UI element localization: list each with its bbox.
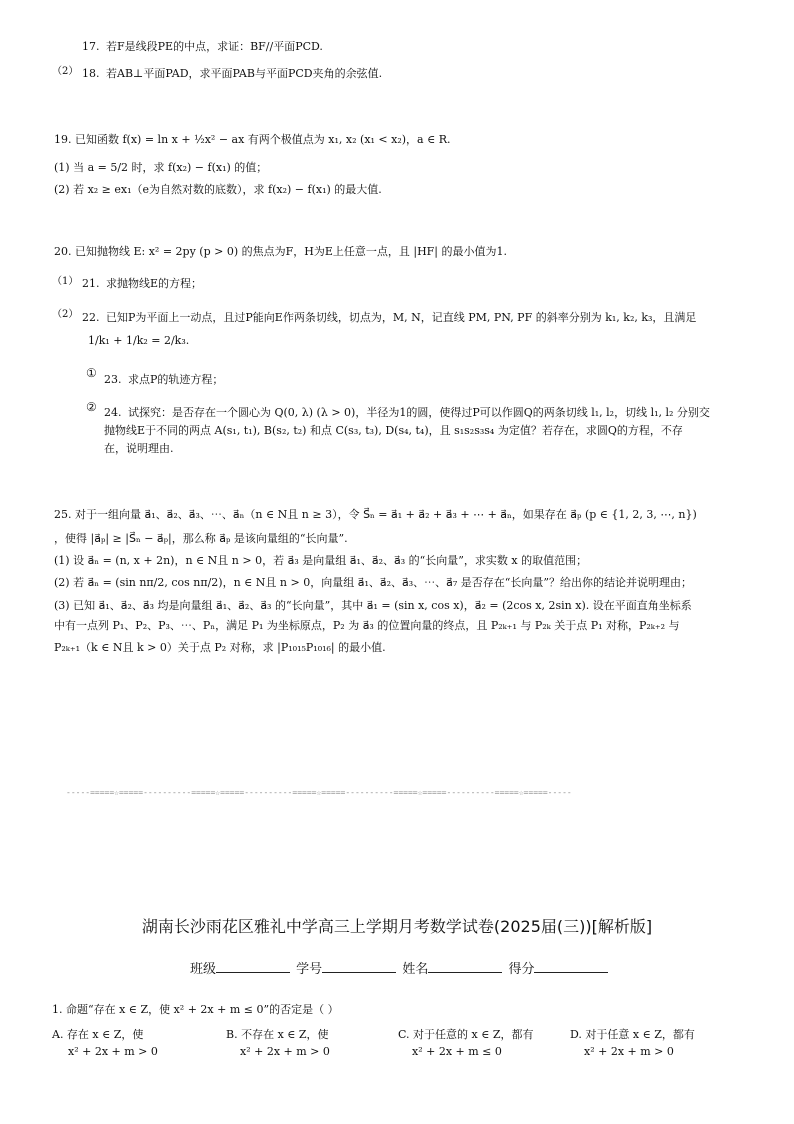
q18-text: 若AB⊥平面PAD，求平面PAB与平面PCD夹角的余弦值.	[106, 67, 383, 80]
q22-text: 已知P为平面上一动点，且过P能向E作两条切线，切点为，M, N，记直线 PM, PN, PF 的斜率分别为 k₁, k₂, k₃，且满足	[106, 311, 697, 324]
q24-line2: 抛物线E于不同的两点 A(s₁, t₁), B(s₂, t₂) 和点 C(s₃, t₃), D(s₄, t₄)，且 s₁s₂s₃s₄ 为定值？若存在，求圆Q的方程，不存	[104, 424, 683, 437]
q22-part-label: （2）	[52, 309, 79, 320]
id-blank[interactable]	[322, 960, 396, 973]
q1-stem: 1. 命题“存在 x ∈ Z，使 x² + 2x + m ≤ 0”的否定是（ ）	[52, 1003, 339, 1016]
q18-part-label: （2）	[52, 66, 79, 77]
q25-part3-line3: P₂ₖ₊₁（k ∈ N且 k > 0）关于点 P₂ 对称，求 |P₁₀₁₅P₁₀₁₆| 的最小值.	[54, 641, 386, 654]
q19-stem: 19. 已知函数 f(x) = ln x + ½x² − ax 有两个极值点为 x₁, x₂ (x₁ < x₂)，a ∈ R.	[54, 133, 451, 146]
score-blank[interactable]	[534, 960, 608, 973]
q24-marker: ②	[86, 400, 97, 414]
section-divider: -----=====☆=====----------=====☆=====----------=====☆=====----------=====☆=====----------=====☆=====-----	[66, 788, 572, 797]
q25-line1: 25. 对于一组向量 a⃗₁、a⃗₂、a⃗₃、⋯、a⃗ₙ（n ∈ N且 n ≥ 3），令 S⃗ₙ = a⃗₁ + a⃗₂ + a⃗₃ + ⋯ + a⃗ₙ，如果存在 a⃗ₚ (p ∈ {1, 2, 3, ⋯, n})	[54, 508, 697, 521]
q1-option-d[interactable]	[570, 1026, 695, 1060]
id-label: 学号	[296, 962, 323, 977]
score-label: 得分	[508, 962, 535, 977]
q1-option-b-line2: x² + 2x + m > 0	[240, 1045, 330, 1058]
q1-option-b-line1: B. 不存在 x ∈ Z，使	[226, 1028, 329, 1041]
q21-number: 21.	[82, 277, 100, 290]
exam-title: 湖南长沙雨花区雅礼中学高三上学期月考数学试卷(2025届(三))[解析版]	[141, 917, 653, 936]
class-blank[interactable]	[216, 960, 290, 973]
q23-marker: ①	[86, 366, 97, 380]
q1-option-a[interactable]	[52, 1026, 158, 1060]
q25-line2: ，使得 |a⃗ₚ| ≥ |S⃗ₙ − a⃗ₚ|，那么称 a⃗ₚ 是该向量组的“长向量”.	[54, 532, 348, 545]
q22-equation: 1/k₁ + 1/k₂ = 2/k₃.	[88, 334, 190, 347]
q20-stem: 20. 已知抛物线 E: x² = 2py (p > 0) 的焦点为F，H为E上任意一点，且 |HF| 的最小值为1.	[54, 245, 508, 258]
q24-number: 24.	[104, 406, 122, 419]
q23-text: 求点P的轨迹方程；	[128, 373, 224, 386]
q18-number: 18.	[82, 67, 100, 80]
q24-line1: 试探究：是否存在一个圆心为 Q(0, λ) (λ > 0)，半径为1的圆，使得过P可以作圆Q的两条切线 l₁, l₂，切线 l₁, l₂ 分别交	[128, 406, 710, 419]
q19-part2: (2) 若 x₂ ≥ ex₁（e为自然对数的底数），求 f(x₂) − f(x₁) 的最大值.	[54, 183, 382, 196]
q21-part-label: （1）	[52, 276, 79, 287]
q1-option-c-line2: x² + 2x + m ≤ 0	[412, 1045, 502, 1058]
q17-number: 17.	[82, 40, 100, 53]
q17-text: 若F是线段PE的中点，求证：BF//平面PCD.	[106, 40, 323, 53]
name-label: 姓名	[402, 962, 429, 977]
student-info-fields	[190, 958, 610, 977]
q1-option-a-line1: A. 存在 x ∈ Z，使	[52, 1028, 144, 1041]
q23-number: 23.	[104, 373, 122, 386]
q19-part1: (1) 当 a = 5/2 时，求 f(x₂) − f(x₁) 的值；	[54, 161, 268, 174]
q25-part3-line2: 中有一点列 P₁、P₂、P₃、⋯、Pₙ，满足 P₁ 为坐标原点，P₂ 为 a⃗₃ 的位置向量的终点，且 P₂ₖ₊₁ 与 P₂ₖ 关于点 P₁ 对称，P₂ₖ₊₂ 与	[54, 619, 680, 632]
q25-part2: (2) 若 a⃗ₙ = (sin nπ/2, cos nπ/2)，n ∈ N且 n > 0，向量组 a⃗₁、a⃗₂、a⃗₃、⋯、a⃗₇ 是否存在“长向量”？给出你的结论并说明理由；	[54, 576, 693, 589]
q1-option-c[interactable]	[398, 1026, 534, 1060]
q22-number: 22.	[82, 311, 100, 324]
q1-option-a-line2: x² + 2x + m > 0	[68, 1045, 158, 1058]
q25-part1: (1) 设 a⃗ₙ = (n, x + 2n)，n ∈ N且 n > 0，若 a⃗₃ 是向量组 a⃗₁、a⃗₂、a⃗₃ 的“长向量”，求实数 x 的取值范围；	[54, 554, 588, 567]
q24-line3: 在，说明理由.	[104, 442, 174, 455]
q1-option-c-line1: C. 对于任意的 x ∈ Z，都有	[398, 1028, 534, 1041]
q1-option-d-line1: D. 对于任意 x ∈ Z，都有	[570, 1028, 695, 1041]
class-label: 班级	[190, 962, 217, 977]
name-blank[interactable]	[428, 960, 502, 973]
q21-text: 求抛物线E的方程；	[106, 277, 203, 290]
q1-option-b[interactable]	[226, 1026, 330, 1060]
q25-part3-line1: (3) 已知 a⃗₁、a⃗₂、a⃗₃ 均是向量组 a⃗₁、a⃗₂、a⃗₃ 的“长向量”，其中 a⃗₁ = (sin x, cos x)，a⃗₂ = (2cos x, 2sin x). 设在平面直角坐标系	[54, 599, 692, 612]
q1-option-d-line2: x² + 2x + m > 0	[584, 1045, 674, 1058]
